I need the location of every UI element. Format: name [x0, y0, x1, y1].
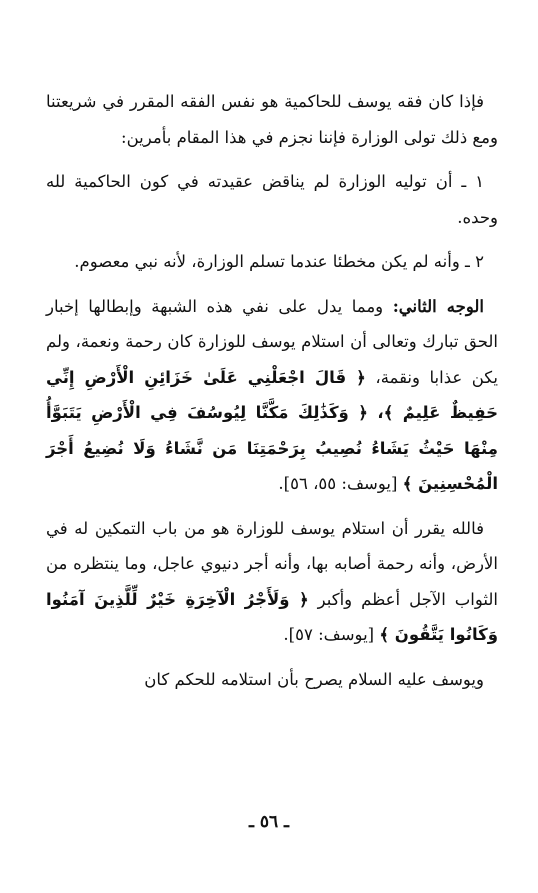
paragraph-point-1: ١ ـ أن توليه الوزارة لم يناقض عقيدته في كون الحاكمية لله وحده. [46, 172, 498, 227]
page-number: ـ ٥٦ ـ [248, 812, 290, 832]
paragraph-text: ومما يدل على نفي هذه الشبهة وإبطالها إخبار الحق تبارك وتعالى أن استلام يوسف للوزارة كان رحمة ونعمة، ولم يكن عذابا ونقمة، [46, 296, 499, 387]
verse-reference: [يوسف: ٥٧]. [283, 625, 380, 644]
section-heading: الوجه الثاني: [392, 296, 484, 316]
paragraph-empowerment [46, 511, 498, 653]
paragraph-intro: فإذا كان فقه يوسف للحاكمية هو نفس الفقه المقرر في شريعتنا ومع ذلك تولى الوزارة فإننا نجزم في هذا المقام بأمرين: [46, 92, 498, 147]
paragraph-second-aspect [46, 289, 498, 502]
quran-verse: ﴿ وَلَأَجْرُ الْآخِرَةِ خَيْرٌ لِّلَّذِينَ آمَنُوا وَكَانُوا يَتَّقُونَ ﴾ [46, 589, 498, 644]
paragraph-text: فالله يقرر أن استلام يوسف للوزارة هو من باب التمكين له في الأرض، وأنه رحمة أصابه بها، وأنه أجر دنيوي عاجل، وما ينتظره من الثواب الآجل أعظم وأكبر [46, 518, 498, 609]
quran-verse: ﴿ قَالَ اجْعَلْنِي عَلَىٰ خَزَائِنِ الْأَرْضِ إِنِّي حَفِيظٌ عَلِيمٌ ﴾، ﴿ وَكَذَٰلِكَ مَكَّنَّا لِيُوسُفَ فِي الْأَرْضِ يَتَبَوَّأُ مِنْهَا حَيْثُ يَشَاءُ نُصِيبُ بِرَحْمَتِنَا مَن نَّشَاءُ وَلَا نُضِيعُ أَجْرَ الْمُحْسِنِينَ ﴾ [46, 367, 498, 493]
paragraph-point-2: ٢ ـ وأنه لم يكن مخطئا عندما تسلم الوزارة، لأنه نبي معصوم. [74, 252, 484, 271]
page-body [46, 84, 498, 706]
verse-reference: [يوسف: ٥٥، ٥٦]. [278, 474, 403, 493]
paragraph-continuation: ويوسف عليه السلام يصرح بأن استلامه للحكم كان [144, 669, 484, 689]
